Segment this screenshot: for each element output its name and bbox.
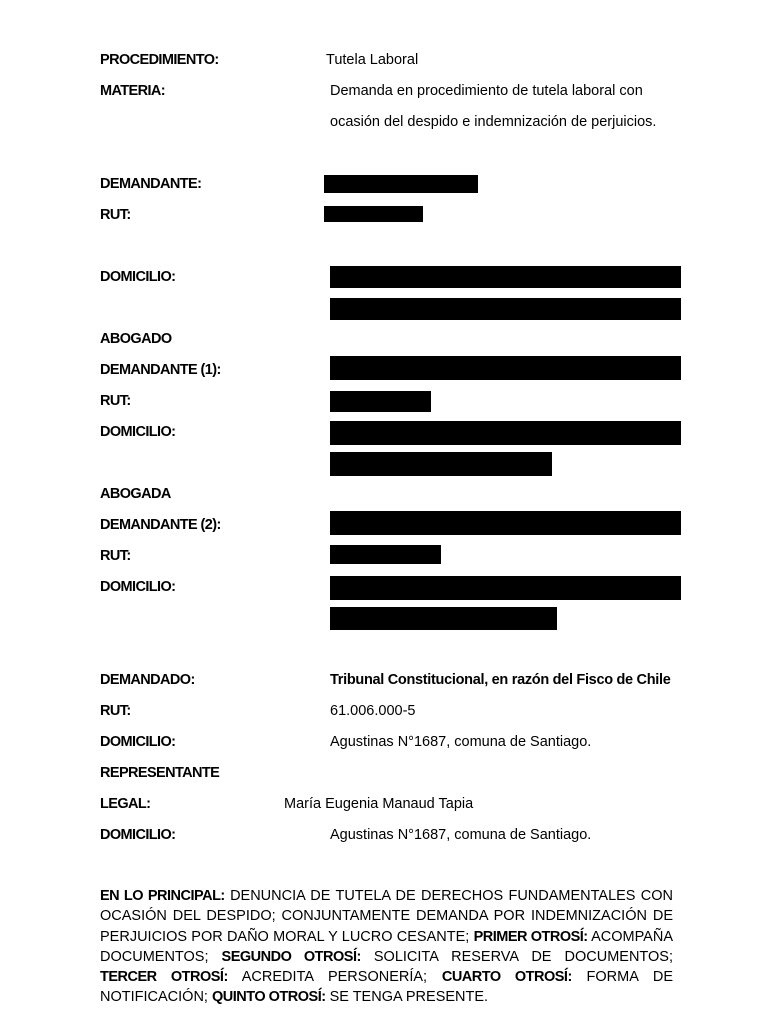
abogado1-domicilio-redaction-2: [330, 452, 552, 476]
representante-label-line2: LEGAL:: [100, 796, 151, 812]
materia-value-line2: ocasión del despido e indemnización de perjuicios.: [330, 114, 657, 130]
demandante-domicilio-redaction-2: [330, 298, 681, 320]
cuarto-otrosi-text: FORMA DE NOTIFICACIÓN;: [100, 969, 674, 1006]
abogado2-domicilio-redaction-2: [330, 607, 557, 630]
tercer-otrosi-label: TERCER OTROSÍ:: [100, 969, 228, 986]
abogado2-label-line2: DEMANDANTE (2):: [100, 517, 221, 533]
abogado2-rut-label: RUT:: [100, 548, 131, 564]
abogado1-label-line1: ABOGADO: [100, 331, 172, 347]
abogado1-name-redaction: [330, 356, 681, 380]
representante-domicilio-value: Agustinas N°1687, comuna de Santiago.: [330, 827, 592, 843]
principal-text: DENUNCIA DE TUTELA DE DERECHOS FUNDAMENTALES CON OCASIÓN DEL DESPIDO; CONJUNTAMENTE DEMANDA POR INDEMNIZACIÓN DE PERJUICIOS POR DAÑO MORAL Y LUCRO CESANTE;: [100, 888, 673, 945]
abogado2-rut-redaction: [330, 545, 441, 564]
abogado2-name-redaction: [330, 511, 681, 535]
demandante-domicilio-redaction-1: [330, 266, 681, 288]
segundo-otrosi-label: SEGUNDO OTROSÍ:: [221, 948, 361, 965]
demandante-rut-label: RUT:: [100, 207, 131, 223]
primer-otrosi-text: ACOMPAÑA DOCUMENTOS;: [100, 928, 673, 965]
representante-value: María Eugenia Manaud Tapia: [284, 796, 474, 812]
abogado1-domicilio-redaction-1: [330, 421, 681, 445]
demandante-rut-redaction: [324, 206, 423, 222]
demandado-value: Tribunal Constitucional, en razón del Fisco de Chile: [330, 672, 671, 688]
abogado1-domicilio-label: DOMICILIO:: [100, 424, 176, 440]
abogado2-label-line1: ABOGADA: [100, 486, 171, 502]
demandado-domicilio-value: Agustinas N°1687, comuna de Santiago.: [330, 734, 592, 750]
sumilla-paragraph: [100, 886, 673, 1008]
materia-label: MATERIA:: [100, 83, 166, 99]
abogado1-label-line2: DEMANDANTE (1):: [100, 362, 221, 378]
abogado2-domicilio-redaction-1: [330, 576, 681, 600]
segundo-otrosi-text: SOLICITA RESERVA DE DOCUMENTOS;: [373, 948, 673, 965]
primer-otrosi-label: PRIMER OTROSÍ:: [473, 928, 588, 945]
demandante-domicilio-label: DOMICILIO:: [100, 269, 176, 285]
procedimiento-label: PROCEDIMIENTO:: [100, 52, 219, 68]
demandado-domicilio-label: DOMICILIO:: [100, 734, 176, 750]
abogado2-domicilio-label: DOMICILIO:: [100, 579, 176, 595]
principal-label: EN LO PRINCIPAL:: [100, 888, 225, 904]
quinto-otrosi-text: SE TENGA PRESENTE.: [329, 989, 489, 1006]
quinto-otrosi-label: QUINTO OTROSÍ:: [211, 989, 326, 1006]
tercer-otrosi-text: ACREDITA PERSONERÍA;: [241, 969, 428, 986]
demandado-rut-value: 61.006.000-5: [330, 703, 416, 719]
abogado1-rut-label: RUT:: [100, 393, 131, 409]
representante-label-line1: REPRESENTANTE: [100, 765, 220, 781]
demandado-rut-label: RUT:: [100, 703, 131, 719]
representante-domicilio-label: DOMICILIO:: [100, 827, 176, 843]
demandante-name-redaction: [324, 175, 478, 193]
demandado-label: DEMANDADO:: [100, 672, 195, 688]
procedimiento-value: Tutela Laboral: [326, 52, 419, 68]
abogado1-rut-redaction: [330, 391, 431, 412]
cuarto-otrosi-label: CUARTO OTROSÍ:: [441, 969, 572, 986]
demandante-label: DEMANDANTE:: [100, 176, 202, 192]
materia-value-line1: Demanda en procedimiento de tutela laboral con: [330, 83, 643, 99]
